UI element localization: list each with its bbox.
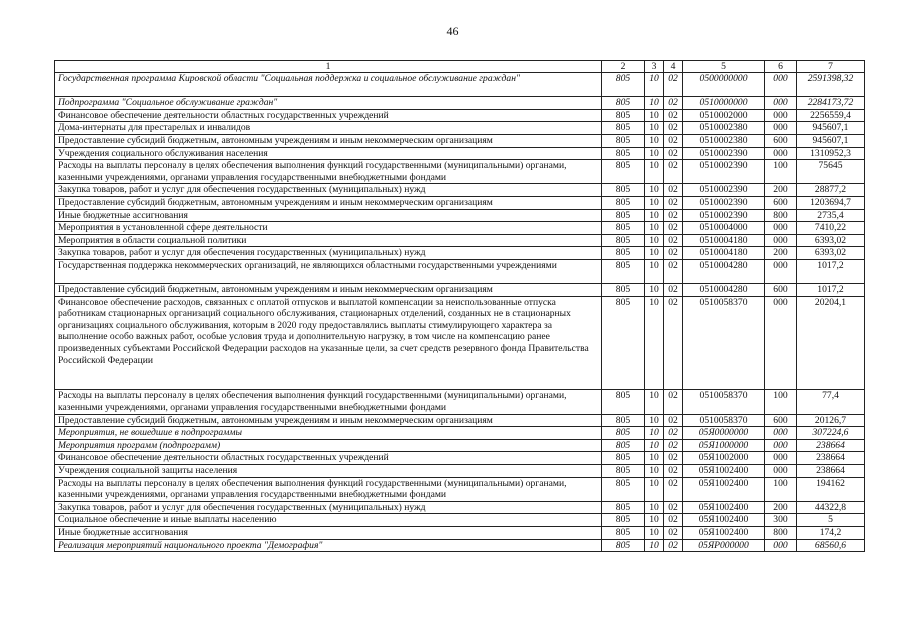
target-article-cell: 05Я1002400: [683, 465, 765, 478]
ministry-code-cell: 805: [602, 427, 645, 440]
section-code-cell: 10: [645, 247, 664, 260]
amount-cell: 2256559,4: [797, 109, 865, 122]
section-code-cell: 10: [645, 284, 664, 297]
amount-cell: 307224,6: [797, 427, 865, 440]
expense-type-cell: 300: [765, 514, 797, 527]
row-name-cell: Закупка товаров, работ и услуг для обеспечения государственных (муниципальных) нужд: [55, 184, 602, 197]
table-row: [55, 414, 865, 427]
table-row: [55, 477, 865, 501]
table-row: [55, 147, 865, 160]
target-article-cell: 0510002390: [683, 160, 765, 184]
subsection-code-cell: 02: [664, 284, 683, 297]
table-row: [55, 209, 865, 222]
amount-cell: 1310952,3: [797, 147, 865, 160]
target-article-cell: 0510004000: [683, 222, 765, 235]
target-article-cell: 0510058370: [683, 296, 765, 390]
section-code-cell: 10: [645, 234, 664, 247]
amount-cell: 7410,22: [797, 222, 865, 235]
table-row: [55, 390, 865, 414]
amount-cell: 174,2: [797, 527, 865, 540]
header-cell: 4: [664, 61, 683, 73]
row-name-cell: Предоставление субсидий бюджетным, автономным учреждениям и иным некоммерческим организациям: [55, 134, 602, 147]
page-number: 46: [446, 24, 459, 38]
ministry-code-cell: 805: [602, 514, 645, 527]
ministry-code-cell: 805: [602, 465, 645, 478]
subsection-code-cell: 02: [664, 439, 683, 452]
target-article-cell: 0510002390: [683, 196, 765, 209]
row-name-cell: Мероприятия, не вошедшие в подпрограммы: [55, 427, 602, 440]
row-name-cell: Дома-интернаты для престарелых и инвалидов: [55, 122, 602, 135]
section-code-cell: 10: [645, 390, 664, 414]
expense-type-cell: 000: [765, 539, 797, 552]
header-cell: 6: [765, 61, 797, 73]
subsection-code-cell: 02: [664, 147, 683, 160]
expense-type-cell: 000: [765, 147, 797, 160]
target-article-cell: 0510002390: [683, 184, 765, 197]
table-row: [55, 222, 865, 235]
expense-type-cell: 100: [765, 477, 797, 501]
section-code-cell: 10: [645, 465, 664, 478]
subsection-code-cell: 02: [664, 427, 683, 440]
section-code-cell: 10: [645, 296, 664, 390]
ministry-code-cell: 805: [602, 452, 645, 465]
section-code-cell: 10: [645, 501, 664, 514]
ministry-code-cell: 805: [602, 284, 645, 297]
subsection-code-cell: 02: [664, 184, 683, 197]
expense-type-cell: 200: [765, 501, 797, 514]
expense-type-cell: 800: [765, 527, 797, 540]
subsection-code-cell: 02: [664, 296, 683, 390]
table-row: [55, 296, 865, 390]
amount-cell: 238664: [797, 439, 865, 452]
target-article-cell: 05ЯР000000: [683, 539, 765, 552]
expense-type-cell: 000: [765, 296, 797, 390]
section-code-cell: 10: [645, 427, 664, 440]
row-name-cell: Финансовое обеспечение деятельности областных государственных учреждений: [55, 109, 602, 122]
row-name-cell: Закупка товаров, работ и услуг для обеспечения государственных (муниципальных) нужд: [55, 247, 602, 260]
section-code-cell: 10: [645, 514, 664, 527]
section-code-cell: 10: [645, 222, 664, 235]
amount-cell: 1017,2: [797, 259, 865, 283]
row-name-cell: Социальное обеспечение и иные выплаты населению: [55, 514, 602, 527]
target-article-cell: 0510058370: [683, 390, 765, 414]
amount-cell: 77,4: [797, 390, 865, 414]
amount-cell: 75645: [797, 160, 865, 184]
table-row: [55, 284, 865, 297]
header-cell: 7: [797, 61, 865, 73]
section-code-cell: 10: [645, 184, 664, 197]
ministry-code-cell: 805: [602, 259, 645, 283]
row-name-cell: Реализация мероприятий национального проекта "Демография": [55, 539, 602, 552]
target-article-cell: 0510058370: [683, 414, 765, 427]
target-article-cell: 05Я1002400: [683, 527, 765, 540]
expense-type-cell: 000: [765, 122, 797, 135]
section-code-cell: 10: [645, 527, 664, 540]
table-row: [55, 109, 865, 122]
subsection-code-cell: 02: [664, 501, 683, 514]
expense-type-cell: 000: [765, 439, 797, 452]
target-article-cell: 05Я1000000: [683, 439, 765, 452]
amount-cell: 68560,6: [797, 539, 865, 552]
ministry-code-cell: 805: [602, 122, 645, 135]
expense-type-cell: 600: [765, 134, 797, 147]
expense-type-cell: 000: [765, 234, 797, 247]
target-article-cell: 05Я0000000: [683, 427, 765, 440]
expense-type-cell: 100: [765, 160, 797, 184]
expense-type-cell: 000: [765, 452, 797, 465]
table-row: [55, 247, 865, 260]
subsection-code-cell: 02: [664, 234, 683, 247]
row-name-cell: Предоставление субсидий бюджетным, автономным учреждениям и иным некоммерческим организациям: [55, 284, 602, 297]
table-row: [55, 501, 865, 514]
header-cell: 3: [645, 61, 664, 73]
section-code-cell: 10: [645, 97, 664, 110]
row-name-cell: Финансовое обеспечение расходов, связанных с оплатой отпусков и выплатой компенсации за неиспользованные отпуска работникам стационарных организаций социального обслуживания, стационарных отделений, созданных не в стационарных организациях социального обслуживания, которым в 2020 году предоставлялись выплаты стимулирующего характера за выполнение особо важных работ, особые условия труда и дополнительную нагрузку, в том числе на компенсацию ранее произведенных субъектами Российской Федерации расходов на указанные цели, за счет средств резервного фонда Правительства Российской Федерации: [55, 296, 602, 390]
ministry-code-cell: 805: [602, 196, 645, 209]
budget-table: [54, 60, 865, 552]
section-code-cell: 10: [645, 122, 664, 135]
expense-type-cell: 200: [765, 247, 797, 260]
table-row: [55, 97, 865, 110]
expense-type-cell: 000: [765, 222, 797, 235]
target-article-cell: 0510000000: [683, 97, 765, 110]
row-name-cell: Предоставление субсидий бюджетным, автономным учреждениям и иным некоммерческим организациям: [55, 196, 602, 209]
table-row: [55, 527, 865, 540]
section-code-cell: 10: [645, 477, 664, 501]
subsection-code-cell: 02: [664, 247, 683, 260]
target-article-cell: 0510002380: [683, 122, 765, 135]
section-code-cell: 10: [645, 539, 664, 552]
ministry-code-cell: 805: [602, 296, 645, 390]
ministry-code-cell: 805: [602, 501, 645, 514]
header-cell: 2: [602, 61, 645, 73]
amount-cell: 2591398,32: [797, 73, 865, 97]
ministry-code-cell: 805: [602, 184, 645, 197]
expense-type-cell: 000: [765, 97, 797, 110]
row-name-cell: Учреждения социального обслуживания населения: [55, 147, 602, 160]
ministry-code-cell: 805: [602, 539, 645, 552]
subsection-code-cell: 02: [664, 390, 683, 414]
table-row: [55, 465, 865, 478]
ministry-code-cell: 805: [602, 247, 645, 260]
row-name-cell: Мероприятия в установленной сфере деятельности: [55, 222, 602, 235]
section-code-cell: 10: [645, 160, 664, 184]
subsection-code-cell: 02: [664, 160, 683, 184]
amount-cell: 238664: [797, 452, 865, 465]
table-row: [55, 134, 865, 147]
ministry-code-cell: 805: [602, 97, 645, 110]
target-article-cell: 0510002390: [683, 147, 765, 160]
subsection-code-cell: 02: [664, 196, 683, 209]
row-name-cell: Иные бюджетные ассигнования: [55, 209, 602, 222]
row-name-cell: Расходы на выплаты персоналу в целях обеспечения выполнения функций государственными (муниципальными) органами, казенными учреждениями, органами управления государственными внебюджетными фондами: [55, 477, 602, 501]
expense-type-cell: 000: [765, 73, 797, 97]
table-row: [55, 196, 865, 209]
ministry-code-cell: 805: [602, 234, 645, 247]
expense-type-cell: 000: [765, 465, 797, 478]
row-name-cell: Мероприятия программ (подпрограмм): [55, 439, 602, 452]
target-article-cell: 0510004280: [683, 284, 765, 297]
ministry-code-cell: 805: [602, 439, 645, 452]
subsection-code-cell: 02: [664, 134, 683, 147]
target-article-cell: 0510002380: [683, 134, 765, 147]
target-article-cell: 05Я1002400: [683, 477, 765, 501]
amount-cell: 238664: [797, 465, 865, 478]
ministry-code-cell: 805: [602, 209, 645, 222]
target-article-cell: 0510004180: [683, 234, 765, 247]
section-code-cell: 10: [645, 109, 664, 122]
subsection-code-cell: 02: [664, 477, 683, 501]
ministry-code-cell: 805: [602, 109, 645, 122]
section-code-cell: 10: [645, 452, 664, 465]
amount-cell: 5: [797, 514, 865, 527]
amount-cell: 6393,02: [797, 234, 865, 247]
target-article-cell: 0510004180: [683, 247, 765, 260]
row-name-cell: Учреждения социальной защиты населения: [55, 465, 602, 478]
target-article-cell: 05Я1002000: [683, 452, 765, 465]
table-row: [55, 73, 865, 97]
subsection-code-cell: 02: [664, 73, 683, 97]
section-code-cell: 10: [645, 147, 664, 160]
subsection-code-cell: 02: [664, 209, 683, 222]
table-row: [55, 514, 865, 527]
amount-cell: 1017,2: [797, 284, 865, 297]
section-code-cell: 10: [645, 209, 664, 222]
section-code-cell: 10: [645, 259, 664, 283]
row-name-cell: Предоставление субсидий бюджетным, автономным учреждениям и иным некоммерческим организациям: [55, 414, 602, 427]
expense-type-cell: 600: [765, 284, 797, 297]
table-row: [55, 539, 865, 552]
target-article-cell: 05Я1002400: [683, 501, 765, 514]
section-code-cell: 10: [645, 196, 664, 209]
subsection-code-cell: 02: [664, 452, 683, 465]
table-header-row: [55, 61, 865, 73]
subsection-code-cell: 02: [664, 514, 683, 527]
ministry-code-cell: 805: [602, 73, 645, 97]
subsection-code-cell: 02: [664, 122, 683, 135]
table-row: [55, 160, 865, 184]
row-name-cell: Государственная программа Кировской области "Социальная поддержка и социальное обслуживание граждан": [55, 73, 602, 97]
row-name-cell: Расходы на выплаты персоналу в целях обеспечения выполнения функций государственными (муниципальными) органами, казенными учреждениями, органами управления государственными внебюджетными фондами: [55, 390, 602, 414]
ministry-code-cell: 805: [602, 160, 645, 184]
table-row: [55, 234, 865, 247]
table-row: [55, 427, 865, 440]
amount-cell: 2735,4: [797, 209, 865, 222]
header-cell: 1: [55, 61, 602, 73]
subsection-code-cell: 02: [664, 109, 683, 122]
expense-type-cell: 600: [765, 196, 797, 209]
section-code-cell: 10: [645, 134, 664, 147]
ministry-code-cell: 805: [602, 390, 645, 414]
section-code-cell: 10: [645, 73, 664, 97]
target-article-cell: 0500000000: [683, 73, 765, 97]
amount-cell: 6393,02: [797, 247, 865, 260]
header-cell: 5: [683, 61, 765, 73]
subsection-code-cell: 02: [664, 259, 683, 283]
row-name-cell: Иные бюджетные ассигнования: [55, 527, 602, 540]
ministry-code-cell: 805: [602, 134, 645, 147]
expense-type-cell: 800: [765, 209, 797, 222]
ministry-code-cell: 805: [602, 222, 645, 235]
expense-type-cell: 000: [765, 109, 797, 122]
ministry-code-cell: 805: [602, 147, 645, 160]
table-row: [55, 122, 865, 135]
amount-cell: 20204,1: [797, 296, 865, 390]
ministry-code-cell: 805: [602, 527, 645, 540]
row-name-cell: Расходы на выплаты персоналу в целях обеспечения выполнения функций государственными (муниципальными) органами, казенными учреждениями, органами управления государственными внебюджетными фондами: [55, 160, 602, 184]
table-row: [55, 184, 865, 197]
table-row: [55, 452, 865, 465]
expense-type-cell: 000: [765, 427, 797, 440]
amount-cell: 945607,1: [797, 134, 865, 147]
ministry-code-cell: 805: [602, 414, 645, 427]
amount-cell: 194162: [797, 477, 865, 501]
subsection-code-cell: 02: [664, 97, 683, 110]
amount-cell: 28877,2: [797, 184, 865, 197]
amount-cell: 2284173,72: [797, 97, 865, 110]
target-article-cell: 0510004280: [683, 259, 765, 283]
target-article-cell: 0510002000: [683, 109, 765, 122]
target-article-cell: 05Я1002400: [683, 514, 765, 527]
section-code-cell: 10: [645, 439, 664, 452]
subsection-code-cell: 02: [664, 527, 683, 540]
table-row: [55, 439, 865, 452]
section-code-cell: 10: [645, 414, 664, 427]
amount-cell: 44322,8: [797, 501, 865, 514]
row-name-cell: Государственная поддержка некоммерческих организаций, не являющихся областными государственными учреждениями: [55, 259, 602, 283]
amount-cell: 1203694,7: [797, 196, 865, 209]
table-row: [55, 259, 865, 283]
subsection-code-cell: 02: [664, 222, 683, 235]
expense-type-cell: 200: [765, 184, 797, 197]
row-name-cell: Закупка товаров, работ и услуг для обеспечения государственных (муниципальных) нужд: [55, 501, 602, 514]
row-name-cell: Финансовое обеспечение деятельности областных государственных учреждений: [55, 452, 602, 465]
ministry-code-cell: 805: [602, 477, 645, 501]
subsection-code-cell: 02: [664, 539, 683, 552]
amount-cell: 20126,7: [797, 414, 865, 427]
row-name-cell: Мероприятия в области социальной политики: [55, 234, 602, 247]
subsection-code-cell: 02: [664, 465, 683, 478]
row-name-cell: Подпрограмма "Социальное обслуживание граждан": [55, 97, 602, 110]
expense-type-cell: 100: [765, 390, 797, 414]
expense-type-cell: 000: [765, 259, 797, 283]
amount-cell: 945607,1: [797, 122, 865, 135]
expense-type-cell: 600: [765, 414, 797, 427]
target-article-cell: 0510002390: [683, 209, 765, 222]
subsection-code-cell: 02: [664, 414, 683, 427]
